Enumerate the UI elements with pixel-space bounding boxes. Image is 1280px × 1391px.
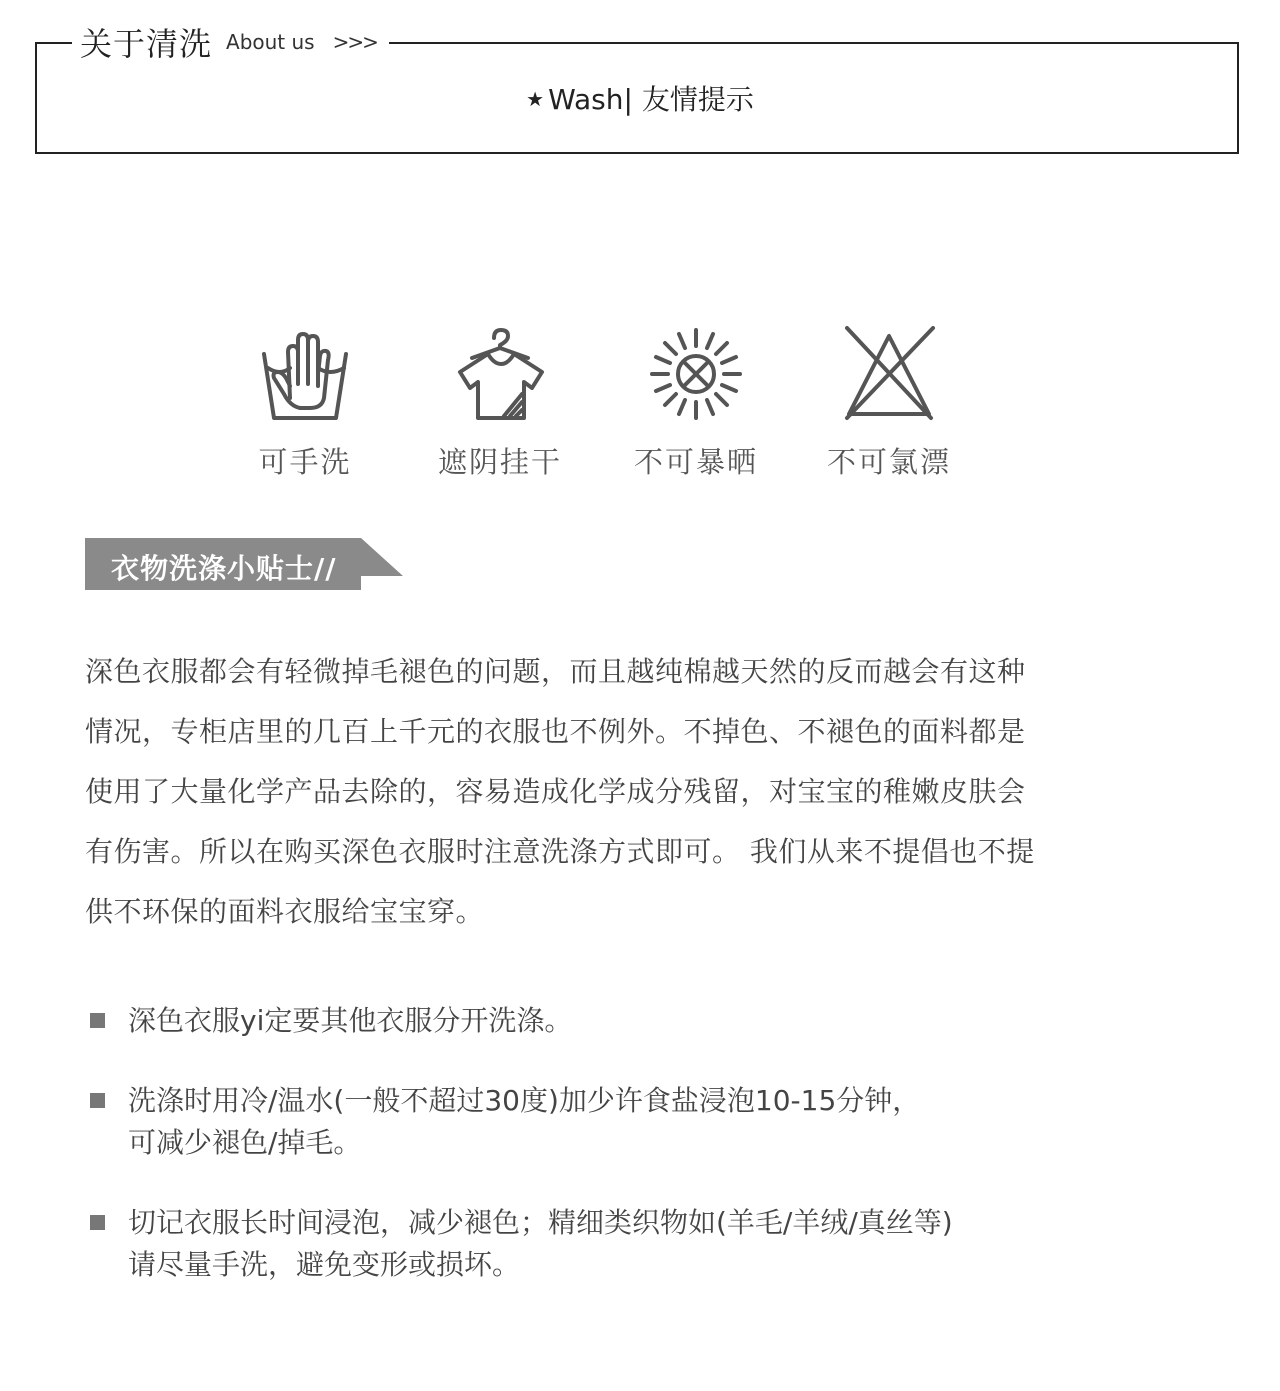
paragraph-line: 有伤害。所以在购买深色衣服时注意洗涤方式即可。 我们从来不提倡也不提 <box>85 835 1035 868</box>
tip-line: 切记衣服长时间浸泡，减少褪色；精细类织物如(羊毛/羊绒/真丝等) <box>128 1206 953 1239</box>
tip-item <box>90 1000 1090 1042</box>
care-label-no-sun: 不可暴晒 <box>633 445 758 479</box>
tip-line: 可减少褪色/掉毛。 <box>128 1126 362 1159</box>
square-bullet-icon <box>90 1013 105 1028</box>
care-label-shade-dry: 遮阴挂干 <box>437 445 562 479</box>
square-bullet-icon <box>90 1215 105 1230</box>
paragraph-line: 供不环保的面料衣服给宝宝穿。 <box>85 895 485 928</box>
care-item-shade-dry <box>415 326 585 481</box>
care-item-no-sun <box>611 326 781 481</box>
header-subtitle: About us <box>226 30 315 54</box>
paragraph-line: 使用了大量化学产品去除的，容易造成化学成分残留，对宝宝的稚嫩皮肤会 <box>85 775 1026 808</box>
care-item-hand-wash <box>220 326 390 481</box>
shade-dry-hanger-icon <box>452 326 548 422</box>
header-title-group <box>72 20 389 64</box>
header-caption-text: Wash| 友情提示 <box>548 83 754 116</box>
tip-line: 深色衣服yi定要其他衣服分开洗涤。 <box>128 1004 573 1037</box>
tip-item <box>90 1080 1090 1164</box>
tips-list <box>90 1000 1090 1322</box>
paragraph-line: 深色衣服都会有轻微掉毛褪色的问题，而且越纯棉越天然的反而越会有这种 <box>85 655 1026 688</box>
tip-line: 洗涤时用冷/温水(一般不超过30度)加少许食盐浸泡10-15分钟， <box>128 1084 921 1117</box>
no-bleach-icon <box>841 326 937 422</box>
care-icons-row <box>0 326 1280 486</box>
no-sun-exposure-icon <box>648 326 744 422</box>
care-item-no-bleach <box>804 326 974 481</box>
tip-item <box>90 1202 1090 1286</box>
tips-tag-text: 衣物洗涤小贴士// <box>111 552 337 585</box>
care-paragraph <box>85 642 1115 942</box>
tip-line: 请尽量手洗，避免变形或损坏。 <box>128 1248 521 1281</box>
star-icon: ★ <box>526 87 545 111</box>
paragraph-line: 情况，专柜店里的几百上千元的衣服也不例外。不掉色、不褪色的面料都是 <box>85 715 1026 748</box>
header-caption <box>0 78 1280 118</box>
hand-wash-icon <box>260 326 350 422</box>
care-label-hand-wash: 可手洗 <box>258 445 352 479</box>
header-title: 关于清洗 <box>80 25 213 63</box>
care-label-no-bleach: 不可氯漂 <box>826 445 951 479</box>
header-arrows: >>> <box>332 30 377 54</box>
square-bullet-icon <box>90 1093 105 1108</box>
tips-section-tag <box>85 538 405 590</box>
